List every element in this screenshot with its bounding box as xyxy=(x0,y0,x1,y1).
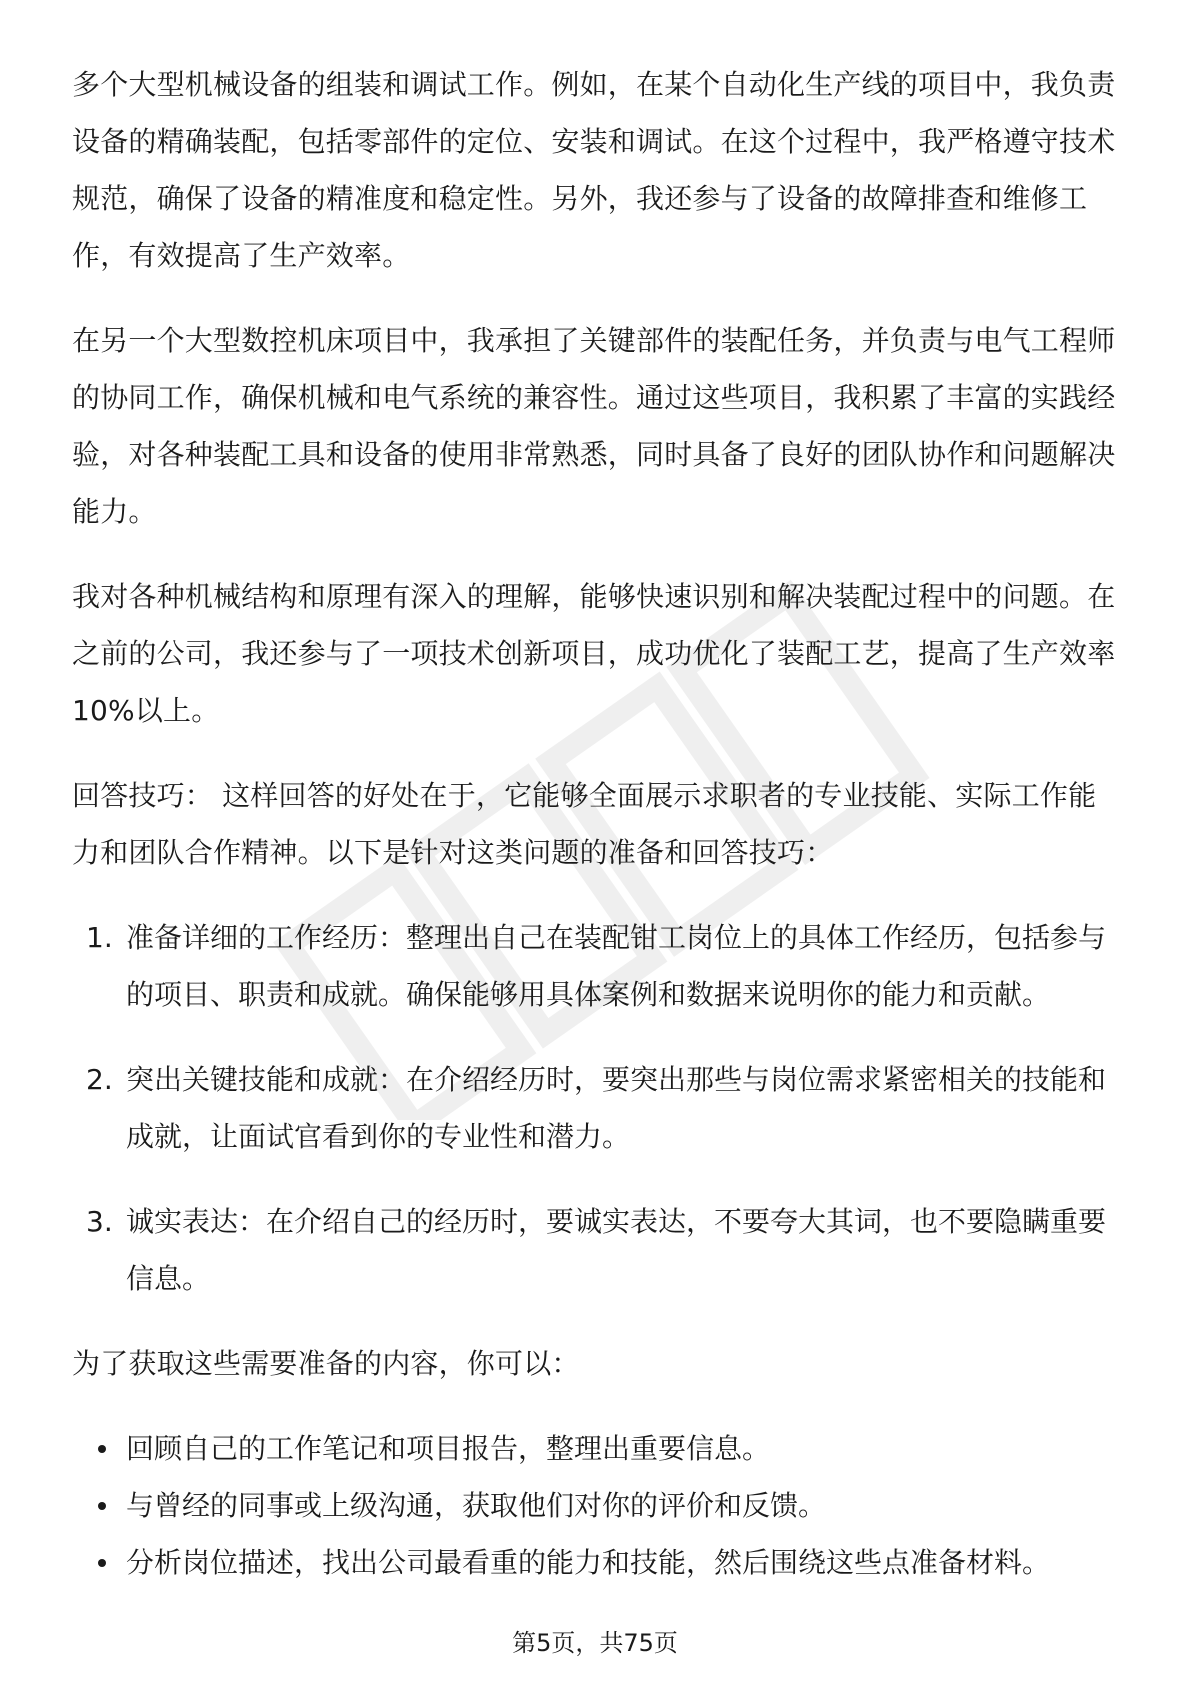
bullet-item xyxy=(72,1534,1122,1591)
list-number: 2. xyxy=(86,1063,113,1096)
list-item xyxy=(72,909,1122,1023)
bullet-item xyxy=(72,1420,1122,1477)
paragraph-intro: 为了获取这些需要准备的内容，你可以： xyxy=(72,1347,580,1380)
tips-list xyxy=(72,909,1122,1307)
bullet-icon xyxy=(98,1502,106,1510)
bullet-text: 分析岗位描述，找出公司最看重的能力和技能，然后围绕这些点准备材料。 xyxy=(126,1546,1051,1579)
list-item-text: 突出关键技能和成就：在介绍经历时，要突出那些与岗位需求紧密相关的技能和成就，让面试官看到你的专业性和潜力。 xyxy=(126,1063,1107,1153)
document-page xyxy=(72,56,1122,1591)
paragraph: 在另一个大型数控机床项目中，我承担了关键部件的装配任务，并负责与电气工程师的协同工作，确保机械和电气系统的兼容性。通过这些项目，我积累了丰富的实践经验，对各种装配工具和设备的使用非常熟悉，同时具备了良好的团队协作和问题解决能力。 xyxy=(72,324,1116,528)
page-footer: 第5页，共75页 xyxy=(512,1629,678,1657)
paragraph: 多个大型机械设备的组装和调试工作。例如，在某个自动化生产线的项目中，我负责设备的精确装配，包括零部件的定位、安装和调试。在这个过程中，我严格遵守技术规范，确保了设备的精准度和稳定性。另外，我还参与了设备的故障排查和维修工作，有效提高了生产效率。 xyxy=(72,68,1116,272)
bullet-icon xyxy=(98,1559,106,1567)
preparation-list xyxy=(72,1420,1122,1591)
bullet-item xyxy=(72,1477,1122,1534)
bullet-text: 与曾经的同事或上级沟通，获取他们对你的评价和反馈。 xyxy=(126,1489,827,1522)
list-number: 3. xyxy=(86,1205,113,1238)
bullet-icon xyxy=(98,1445,106,1453)
paragraph: 我对各种机械结构和原理有深入的理解，能够快速识别和解决装配过程中的问题。在之前的公司，我还参与了一项技术创新项目，成功优化了装配工艺，提高了生产效率10%以上。 xyxy=(72,580,1116,727)
bullet-text: 回顾自己的工作笔记和项目报告，整理出重要信息。 xyxy=(126,1432,771,1465)
list-item-text: 准备详细的工作经历：整理出自己在装配钳工岗位上的具体工作经历，包括参与的项目、职责和成就。确保能够用具体案例和数据来说明你的能力和贡献。 xyxy=(126,921,1107,1011)
paragraph-answer-tips: 回答技巧： 这样回答的好处在于，它能够全面展示求职者的专业技能、实际工作能力和团队合作精神。以下是针对这类问题的准备和回答技巧： xyxy=(72,779,1097,869)
list-item xyxy=(72,1193,1122,1307)
list-number: 1. xyxy=(86,921,113,954)
list-item-text: 诚实表达：在介绍自己的经历时，要诚实表达，不要夸大其词，也不要隐瞒重要信息。 xyxy=(126,1205,1107,1295)
list-item xyxy=(72,1051,1122,1165)
